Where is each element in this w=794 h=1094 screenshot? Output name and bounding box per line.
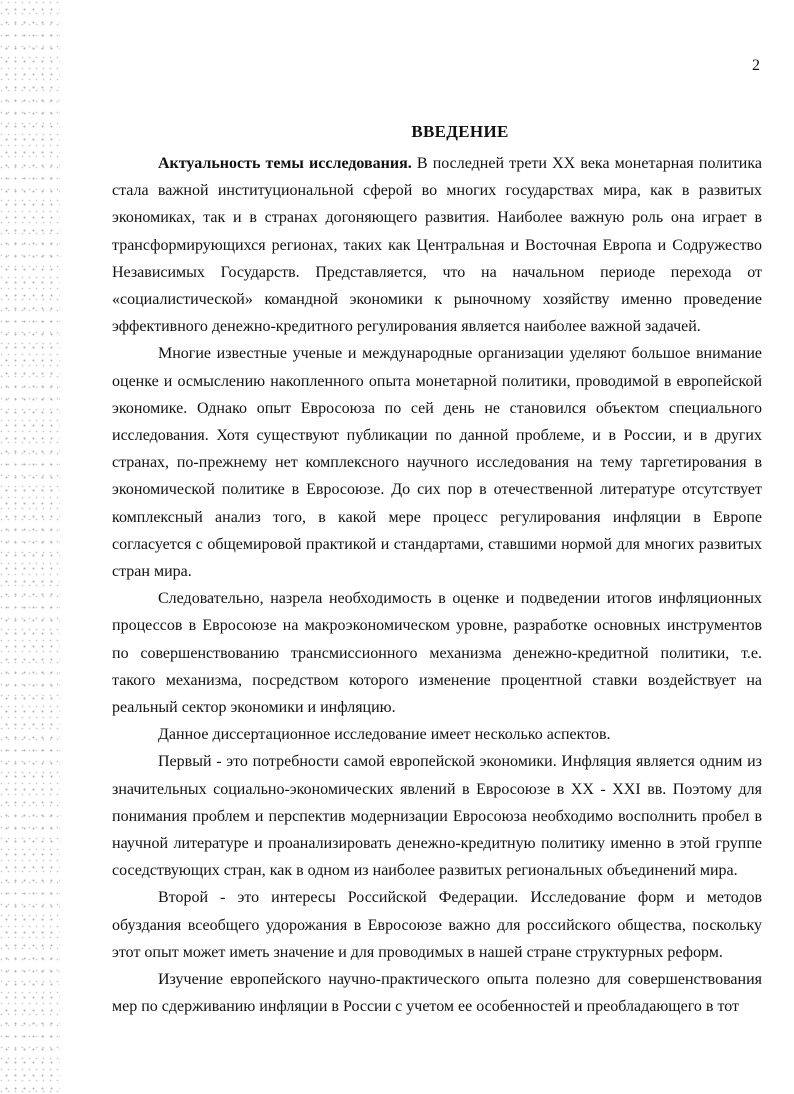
scan-noise-margin [0,0,60,1094]
page-number: 2 [752,57,760,74]
paragraph-aspects: Данное диссертационное исследование имеет несколько аспектов. [158,726,611,744]
paragraph-second-aspect: Второй - это интересы Российской Федерации. Исследование форм и методов обуздания всеобщего удорожания в Евросоюзе важно для российского общества, поскольку этот опыт может иметь значение и для проводимых в нашей стране структурных реформ. [112,889,762,961]
paragraph-scholars: Многие известные ученые и международные организации уделяют большое внимание оценке и осмыслению накопленного опыта монетарной политики, проводимой в европейской экономике. Однако опыт Евросоюза по сей день не становился объектом специального исследования. Хотя существуют публикации по данной проблеме, и в России, и в других странах, по-прежнему нет комплексного научного исследования на тему таргетирования в экономической политике в Евросоюзе. До сих пор в отечественной литературе отсутствует комплексный анализ того, в какой мере процесс регулирования инфляции в Европе согласуется с общемировой практикой и стандартами, ставшими нормой для многих развитых стран мира. [112,345,762,581]
paragraph-european-experience: Изучение европейского научно-практического опыта полезно для совершенствования мер по сдерживанию инфляции в России с учетом ее особенностей и преобладающего в тот [112,971,762,1016]
page-title: ВВЕДЕНИЕ [411,122,509,141]
relevance-text: В последней трети XX века монетарная политика стала важной институциональной сферой во многих государствах мира, как в развитых экономиках, так и в странах догоняющего развития. Наиболее важную роль она играет в трансформирующихся регионах, таких как Центральная и Восточная Европа и Содружество Независимых Государств. Представляется, что на начальном периоде перехода от «социалистической» командной экономики к рыночному хозяйству именно проведение эффективного денежно-кредитного регулирования является наиболее важной задачей. [112,155,763,336]
paragraph-necessity: Следовательно, назрела необходимость в оценке и подведении итогов инфляционных процессов в Евросоюзе на макроэкономическом уровне, разработке основных инструментов по совершенствованию трансмиссионного механизма денежно-кредитной политики, т.е. такого механизма, посредством которого изменение процентной ставки воздействует на реальный сектор экономики и инфляцию. [112,590,762,717]
body-text [112,150,762,1021]
relevance-lead: Актуальность темы исследования. [158,155,412,172]
paragraph-first-aspect: Первый - это потребности самой европейской экономики. Инфляция является одним из значительных социально-экономических явлений в Евросоюзе в XX - XXI вв. Поэтому для понимания проблем и перспектив модернизации Евросоюза необходимо восполнить пробел в научной литературе и проанализировать денежно-кредитную политику именно в этой группе соседствующих стран, как в одном из наиболее развитых региональных объединений мира. [112,753,762,880]
paragraph-relevance [112,150,762,340]
